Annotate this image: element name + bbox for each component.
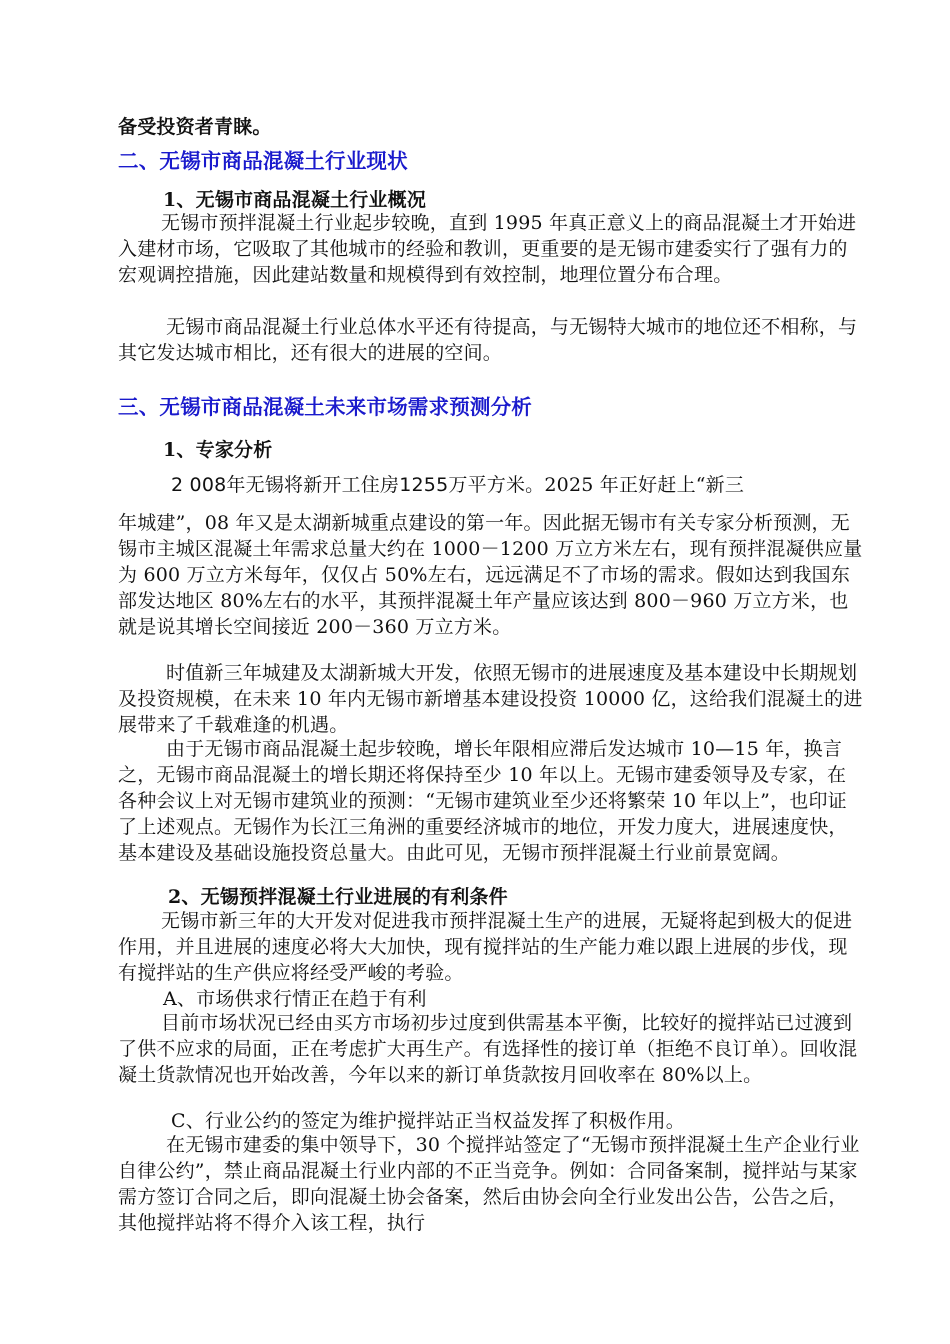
paragraph: 年城建”，08 年又是太湖新城重点建设的第一年。因此据无锡市有关专家分析预测，无锡市主城区混凝土年需求总量大约在 1000－1200 万立方米左右，现有预拌混凝供应量为 600 万立方米每年，仅仅占 50%左右，远远满足不了市场的需求。假如达到我国东部发达地区 80%左右的水平，其预拌混凝土年产量应该达到 800－960 万立方米，也就是说其增长空间接近 200－360 万立方米。	[118, 512, 863, 638]
paragraph: 目前市场状况已经由买方市场初步过度到供需基本平衡，比较好的搅拌站已过渡到了供不应求的局面，正在考虑扩大再生产。有选择性的接订单（拒绝不良订单）。回收混凝土货款情况也开始改善，今年以来的新订单货款按月回收率在 80%以上。	[118, 1012, 858, 1086]
paragraph: 无锡市商品混凝土行业总体水平还有待提高，与无锡特大城市的地位还不相称，与其它发达城市相比，还有很大的进展的空间。	[118, 316, 858, 364]
text-line: 备受投资者青睐。	[118, 116, 272, 138]
paragraph: 在无锡市建委的集中领导下，30 个搅拌站签定了“无锡市预拌混凝土生产企业行业自律公约”，禁止商品混凝土行业内部的不正当竞争。例如：合同备案制，搅拌站与某家需方签订合同之后，即向混凝土协会备案，然后由协会向全行业发出公告，公告之后，其他搅拌站将不得介入该工程，执行	[118, 1134, 860, 1234]
paragraph: 无锡市预拌混凝土行业起步较晚，直到 1995 年真正意义上的商品混凝土才开始进入建材市场，它吸取了其他城市的经验和教训，更重要的是无锡市建委实行了强有力的宏观调控措施，因此建站数量和规模得到有效控制，地理位置分布合理。	[118, 212, 857, 286]
subsection-heading: 1、专家分析	[163, 439, 273, 461]
subsection-heading: 1、无锡市商品混凝土行业概况	[163, 189, 427, 211]
text-segment: 万平方米。2025 年正好赶上“新三	[448, 474, 745, 496]
subsection-heading: 2、无锡预拌混凝土行业进展的有利条件	[168, 886, 508, 908]
number-text: 1255	[399, 474, 449, 496]
number-text: 2 008	[171, 474, 227, 496]
section-heading: 二、无锡市商品混凝土行业现状	[118, 149, 408, 173]
paragraph: 时值新三年城建及太湖新城大开发，依照无锡市的进展速度及基本建设中长期规划及投资规模，在未来 10 年内无锡市新增基本建设投资 10000 亿，这给我们混凝土的进展带来了千载难逢的机遇。	[118, 662, 863, 736]
paragraph: 由于无锡市商品混凝土起步较晚，增长年限相应滞后发达城市 10—15 年，换言之，无锡市商品混凝土的增长期还将保持至少 10 年以上。无锡市建委领导及专家，在各种会议上对无锡市建筑业的预测：“无锡市建筑业至少还将繁荣 10 年以上”，也印证了上述观点。无锡作为长江三角洲的重要经济城市的地位，开发力度大，进展速度快，基本建设及基础设施投资总量大。由此可见，无锡市预拌混凝土行业前景宽阔。	[118, 738, 848, 864]
text-segment: 年无锡将新开工住房	[226, 474, 400, 496]
item-heading: C、行业公约的签定为维护搅拌站正当权益发挥了积极作用。	[171, 1110, 685, 1132]
paragraph-first-line	[118, 472, 863, 498]
paragraph: 无锡市新三年的大开发对促进我市预拌混凝土生产的进展，无疑将起到极大的促进作用，并且进展的速度必将大大加快，现有搅拌站的生产能力难以跟上进展的步伐，现有搅拌站的生产供应将经受严峻的考验。	[118, 910, 853, 984]
item-heading: A、市场供求行情正在趋于有利	[163, 988, 427, 1010]
section-heading: 三、无锡市商品混凝土未来市场需求预测分析	[118, 395, 532, 419]
